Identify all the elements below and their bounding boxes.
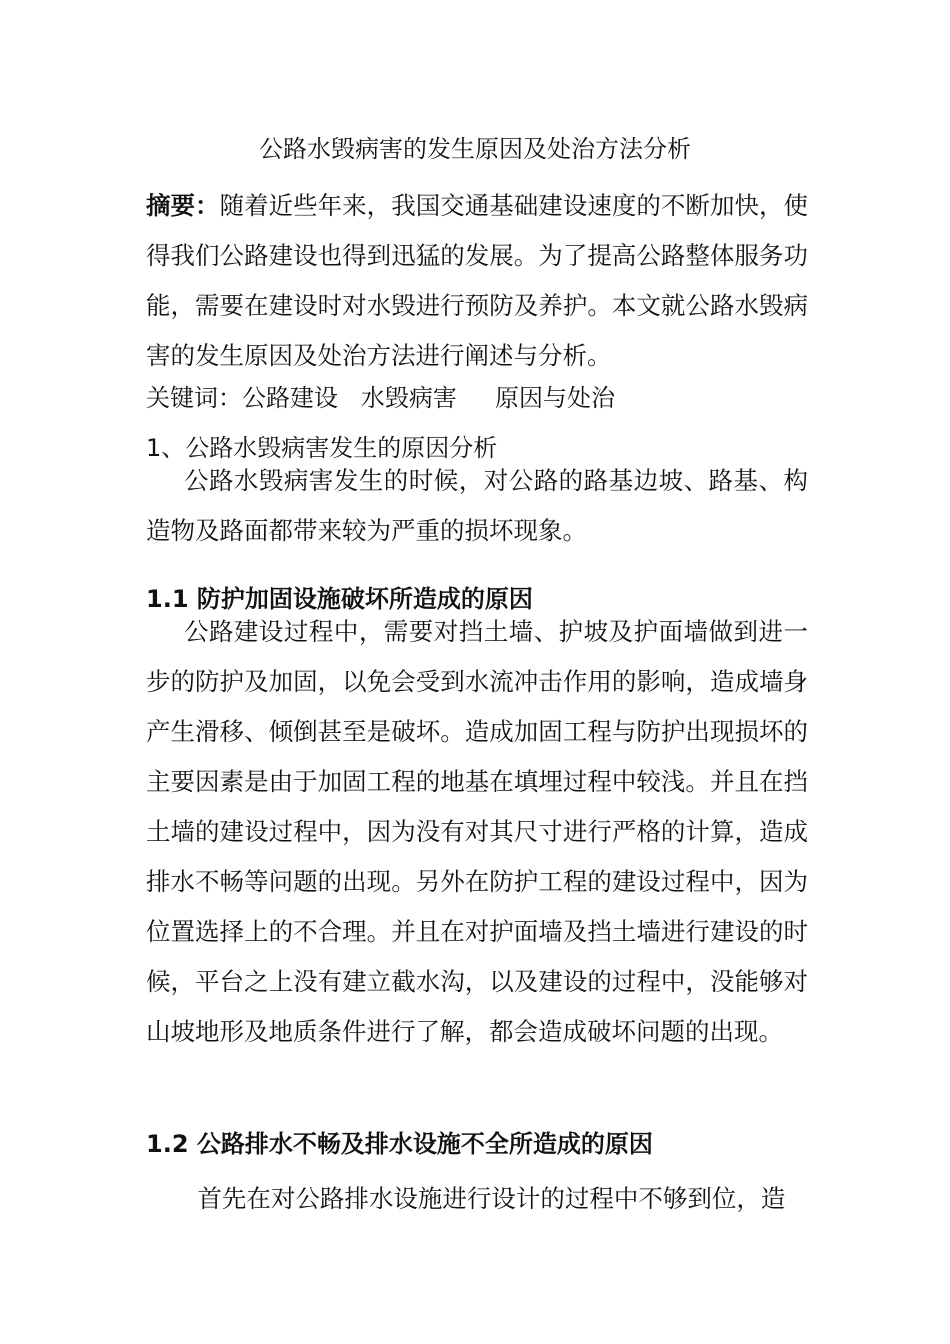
document-title: 公路水毁病害的发生原因及处治方法分析 bbox=[259, 135, 691, 163]
abstract-paragraph bbox=[146, 181, 808, 381]
abstract-text: 随着近些年来，我国交通基础建设速度的不断加快，使得我们公路建设也得到迅猛的发展。为了提高公路整体服务功能，需要在建设时对水毁进行预防及养护。本文就公路水毁病害的发生原因及处治方法进行阐述与分析。 bbox=[146, 191, 809, 370]
section-paragraph-1-2: 首先在对公路排水设施进行设计的过程中不够到位，造 bbox=[197, 1184, 786, 1213]
section-heading-1: 1、公路水毁病害发生的原因分析 bbox=[146, 434, 498, 462]
section-paragraph-1-1: 公路建设过程中，需要对挡土墙、护坡及护面墙做到进一步的防护及加固，以免会受到水流冲击作用的影响，造成墙身产生滑移、倾倒甚至是破坏。造成加固工程与防护出现损坏的主要因素是由于加固工程的地基在填埋过程中较浅。并且在挡土墙的建设过程中，因为没有对其尺寸进行严格的计算，造成排水不畅等问题的出现。另外在防护工程的建设过程中，因为位置选择上的不合理。并且在对护面墙及挡土墙进行建设的时候，平台之上没有建立截水沟，以及建设的过程中，没能够对山坡地形及地质条件进行了解，都会造成破坏问题的出现。 bbox=[146, 617, 808, 1046]
section-heading-1-2: 1.2 公路排水不畅及排水设施不全所造成的原因 bbox=[146, 1130, 653, 1158]
section-paragraph-1: 公路水毁病害发生的时候，对公路的路基边坡、路基、构造物及路面都带来较为严重的损坏现象。 bbox=[146, 466, 808, 545]
abstract-label: 摘要： bbox=[146, 191, 220, 220]
keywords-line: 关键词：公路建设 水毁病害 原因与处治 bbox=[146, 384, 616, 412]
section-heading-1-1: 1.1 防护加固设施破坏所造成的原因 bbox=[146, 585, 533, 613]
